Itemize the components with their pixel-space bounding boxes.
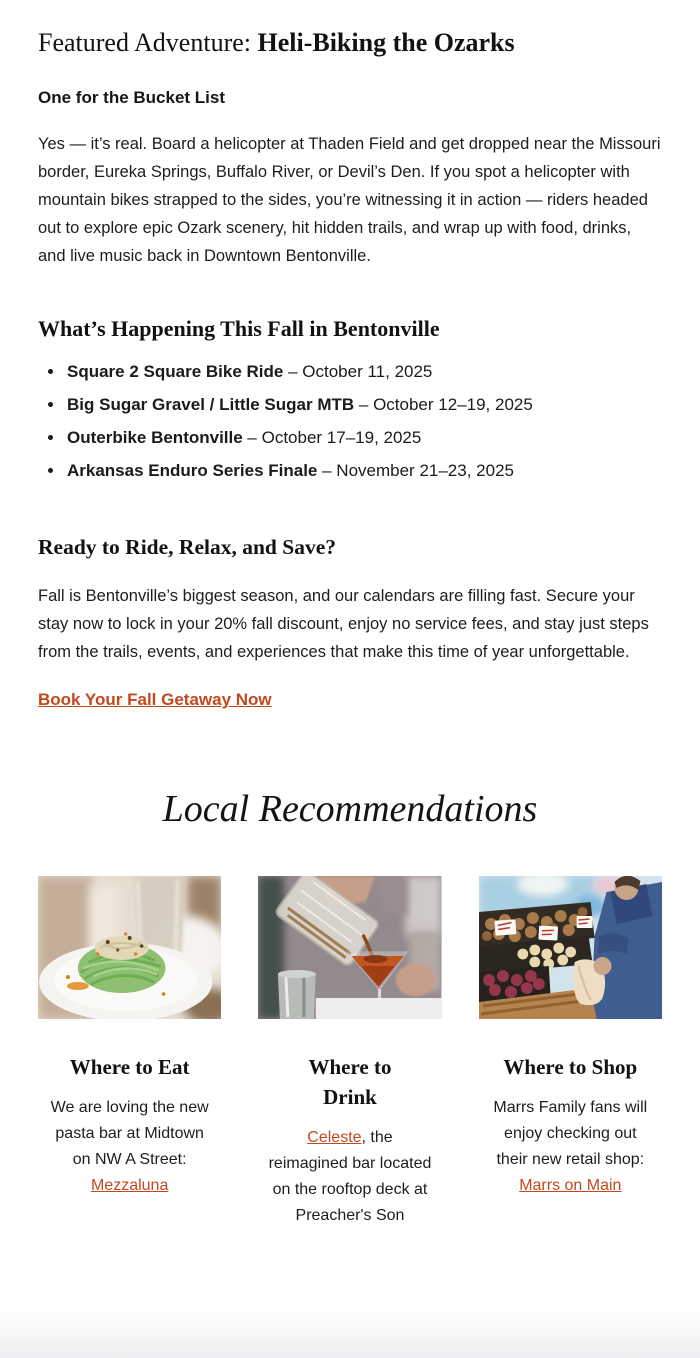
event-separator: – — [354, 395, 374, 414]
card-eat-text — [48, 1095, 211, 1199]
event-date: October 11, 2025 — [302, 362, 433, 381]
bucket-list-kicker: One for the Bucket List — [38, 88, 226, 107]
pasta-dish-photo — [38, 876, 221, 1019]
event-name: Arkansas Enduro Series Finale — [67, 461, 318, 480]
card-drink-title: Where to Drink — [308, 1055, 392, 1109]
card-where-to-shop — [479, 876, 662, 1229]
book-fall-getaway-link[interactable]: Book Your Fall Getaway Now — [38, 690, 272, 709]
market-produce-photo — [479, 876, 662, 1019]
card-shop-text-before: Marrs Family fans will enjoy checking out their new retail shop: — [493, 1099, 648, 1168]
featured-title-prefix: Featured Adventure: — [38, 28, 258, 57]
event-item — [65, 421, 662, 454]
card-eat-title: Where to Eat — [69, 1055, 190, 1079]
event-separator: – — [283, 362, 303, 381]
card-where-to-drink — [258, 876, 441, 1229]
card-shop-text — [489, 1095, 652, 1199]
event-date: October 12–19, 2025 — [373, 395, 533, 414]
featured-title-bold: Heli-Biking the Ozarks — [257, 28, 515, 57]
card-eat-text-before: We are loving the new pasta bar at Midtown on NW A Street: — [50, 1099, 209, 1168]
marrs-on-main-link[interactable]: Marrs on Main — [519, 1177, 622, 1194]
celeste-link[interactable]: Celeste — [307, 1129, 362, 1146]
cocktail-pour-photo — [258, 876, 441, 1019]
card-where-to-eat — [38, 876, 221, 1229]
cta-link-row — [38, 690, 662, 710]
event-name: Big Sugar Gravel / Little Sugar MTB — [67, 395, 355, 414]
cta-body-paragraph: Fall is Bentonville’s biggest season, and our calendars are filling fast. Secure your stay now to lock in your 20% fall discount, enjoy no service fees, and stay just steps from the trails, events, and experiences that make this time of year unforgettable. — [38, 587, 649, 661]
card-drink-text — [268, 1125, 431, 1229]
event-name: Outerbike Bentonville — [67, 428, 243, 447]
local-recommendations-heading: Local Recommendations — [162, 788, 538, 830]
event-separator: – — [317, 461, 337, 480]
event-item — [65, 454, 662, 487]
mezzaluna-link[interactable]: Mezzaluna — [90, 1177, 169, 1194]
recommendation-cards — [38, 876, 662, 1229]
event-date: November 21–23, 2025 — [336, 461, 514, 480]
card-shop-title: Where to Shop — [503, 1055, 638, 1079]
events-heading: What’s Happening This Fall in Bentonville — [38, 316, 440, 341]
event-date: October 17–19, 2025 — [261, 428, 422, 447]
card-drink-text-after: , the reimagined bar located on the rooftop deck at Preacher's Son — [268, 1129, 432, 1224]
event-item — [65, 388, 662, 421]
cta-heading: Ready to Ride, Relax, and Save? — [38, 535, 337, 559]
event-name: Square 2 Square Bike Ride — [67, 362, 284, 381]
events-list — [38, 355, 662, 487]
event-item — [65, 355, 662, 388]
featured-adventure-title — [38, 28, 662, 58]
event-separator: – — [242, 428, 262, 447]
featured-body-paragraph: Yes — it’s real. Board a helicopter at Thaden Field and get dropped near the Missouri border, Eureka Springs, Buffalo River, or Devil’s Den. If you spot a helicopter with mountain bikes strapped to the sides, you’re witnessing it in action — riders headed out to explore epic Ozark scenery, hit hidden trails, and wrap up with food, drinks, and live music back in Downtown Bentonville. — [38, 135, 661, 265]
